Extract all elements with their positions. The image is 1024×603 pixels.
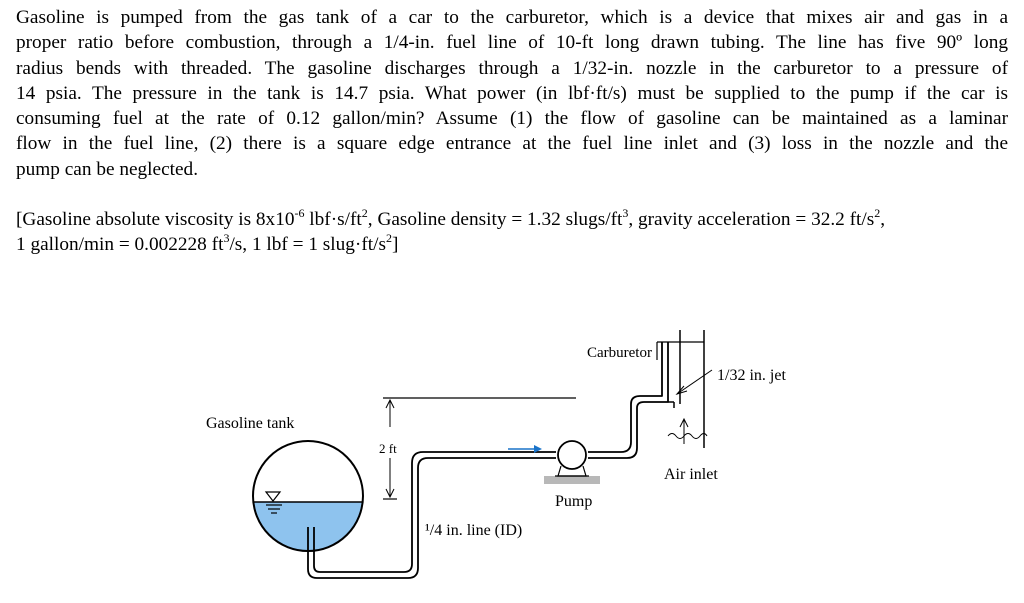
tank-label: Gasoline tank: [206, 415, 295, 432]
problem-line: consuming fuel at the rate of 0.12 gallon/min? Assume (1) the flow of gasoline can be maintained as a laminar: [16, 108, 1008, 130]
problem-line: pump can be neglected.: [16, 158, 199, 180]
pump-label: Pump: [555, 493, 593, 510]
air-inlet-label: Air inlet: [664, 466, 718, 483]
pump-base: [544, 476, 600, 484]
gasoline-tank: [240, 441, 380, 572]
problem-line: radius bends with threaded. The gasoline discharges through a 1/32-in. nozzle in the carburetor to a pressure of: [16, 57, 1008, 79]
height-label: 2 ft: [379, 441, 397, 456]
line-size-label: ¹/4 in. line (ID): [425, 522, 523, 539]
given-data-line-2: 1 gallon/min = 0.002228 $ft^3/s$, 1 lbf = 1 $slug\cdot ft/s^2$]: [16, 231, 399, 256]
carburetor: [657, 330, 704, 448]
problem-line: Gasoline is pumped from the gas tank of a car to the carburetor, which is a device that mixes air and gas in a: [16, 7, 1008, 28]
jet-pointer: [677, 370, 712, 394]
tank-gasoline-fill: [240, 502, 380, 572]
problem-line: proper ratio before combustion, through a 1/4-in. fuel line of 10-ft long drawn tubing. The line has five 90º long: [16, 32, 1008, 54]
fuel-line: [308, 342, 668, 578]
jet-label: 1/32 in. jet: [717, 367, 786, 384]
pump-body: [558, 441, 586, 469]
carburetor-label: Carburetor: [587, 345, 652, 361]
pump: [544, 441, 600, 484]
given-data-line-1: [Gasoline absolute viscosity is $8x10^{-6}$ $lbf\cdot s/ft^2$, Gasoline density = 1.32 slugs/$ft^3$, gravity acceleration = 32.2 $ft/s^2$,: [16, 206, 886, 230]
problem-line: 14 psia. The pressure in the tank is 14.7 psia. What power (in lbf·ft/s) must be supplied to the pump if the car is: [16, 82, 1008, 104]
air-inlet-arrow: [668, 419, 707, 444]
problem-line: flow in the fuel line, (2) there is a square edge entrance at the fuel line inlet and (3) loss in the nozzle and the: [16, 133, 1008, 155]
